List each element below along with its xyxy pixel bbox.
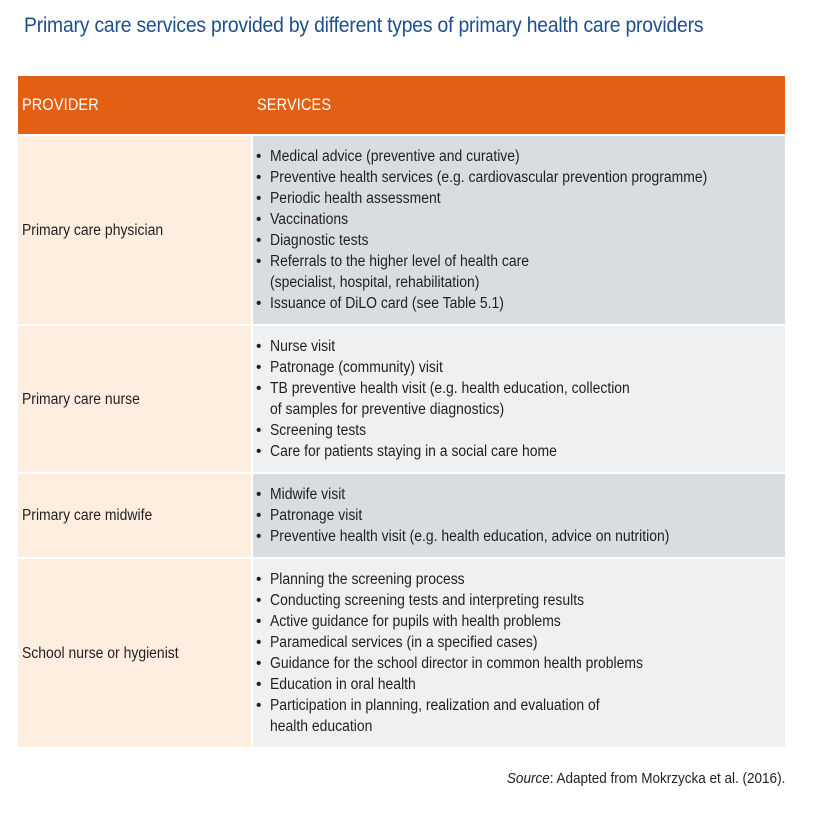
source-text: : Adapted from Mokrzycka et al. (2016). xyxy=(549,770,785,787)
list-item: • TB preventive health visit (e.g. health education, collection of samples for preventive diagnostics) xyxy=(256,380,630,418)
list-item: • Participation in planning, realization and evaluation of health education xyxy=(256,697,600,735)
services-list xyxy=(256,336,785,462)
services-list xyxy=(256,484,785,547)
list-item: • Screening tests xyxy=(256,422,367,439)
services-cell xyxy=(252,473,785,558)
list-item: • Medical advice (preventive and curative) xyxy=(256,148,520,165)
list-item: • Active guidance for pupils with health problems xyxy=(256,613,561,630)
source-note xyxy=(507,770,785,787)
list-item: • Issuance of DiLO card (see Table 5.1) xyxy=(256,295,504,312)
provider-cell: Primary care midwife xyxy=(18,473,252,558)
list-item: • Guidance for the school director in common health problems xyxy=(256,655,643,672)
table-row xyxy=(18,325,785,473)
list-item: • Vaccinations xyxy=(256,211,349,228)
list-item: • Conducting screening tests and interpreting results xyxy=(256,592,585,609)
list-item: • Periodic health assessment xyxy=(256,190,441,207)
services-cell xyxy=(252,135,785,325)
provider-cell: School nurse or hygienist xyxy=(18,558,252,747)
table-row xyxy=(18,558,785,747)
header-services: SERVICES xyxy=(252,76,785,135)
provider-cell: Primary care nurse xyxy=(18,325,252,473)
list-item: • Nurse visit xyxy=(256,338,336,355)
provider-cell: Primary care physician xyxy=(18,135,252,325)
list-item: • Referrals to the higher level of health care (specialist, hospital, rehabilitation) xyxy=(256,253,530,291)
list-item: • Midwife visit xyxy=(256,486,346,503)
table-row xyxy=(18,135,785,325)
services-table xyxy=(18,76,785,747)
list-item: • Patronage (community) visit xyxy=(256,359,443,376)
services-list xyxy=(256,146,785,314)
list-item: • Diagnostic tests xyxy=(256,232,369,249)
header-provider: PROVIDER xyxy=(18,76,252,135)
list-item: • Paramedical services (in a specified cases) xyxy=(256,634,538,651)
list-item: • Education in oral health xyxy=(256,676,416,693)
source-label: Source xyxy=(506,770,550,787)
list-item: • Preventive health visit (e.g. health education, advice on nutrition) xyxy=(256,528,670,545)
services-cell xyxy=(252,325,785,473)
list-item: • Care for patients staying in a social care home xyxy=(256,443,557,460)
list-item: • Patronage visit xyxy=(256,507,363,524)
list-item: • Planning the screening process xyxy=(256,571,465,588)
services-list xyxy=(256,569,785,737)
table-title: Primary care services provided by different types of primary health care providers xyxy=(24,14,704,37)
table-row xyxy=(18,473,785,558)
list-item: • Preventive health services (e.g. cardiovascular prevention programme) xyxy=(256,169,708,186)
table-header-row xyxy=(18,76,785,135)
services-cell xyxy=(252,558,785,747)
